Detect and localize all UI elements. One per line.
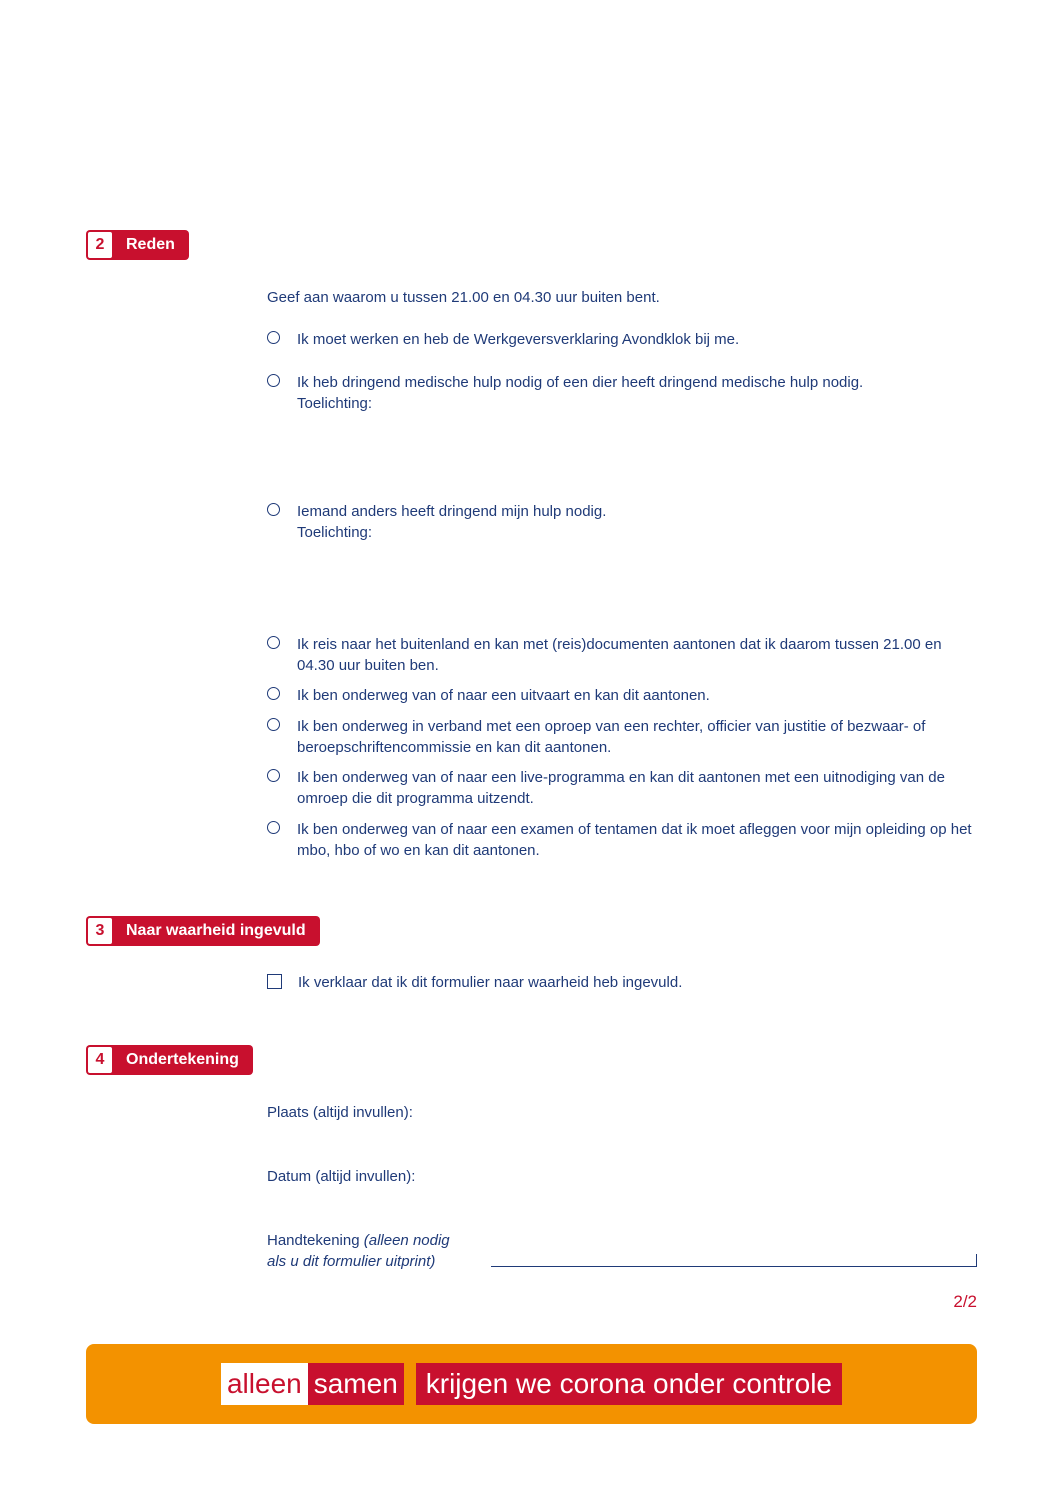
radio-button[interactable] xyxy=(267,374,280,387)
reason-option[interactable] xyxy=(267,634,977,676)
section-number: 3 xyxy=(88,918,112,944)
radio-button[interactable] xyxy=(267,687,280,700)
declaration-checkbox[interactable] xyxy=(267,974,282,989)
explanation-label: Toelichting: xyxy=(297,395,373,412)
reason-option[interactable] xyxy=(267,685,977,706)
section-title: Naar waarheid ingevuld xyxy=(126,922,306,939)
explanation-label: Toelichting: xyxy=(297,524,373,541)
section-header-waarheid xyxy=(86,916,320,946)
slogan-word-alleen: alleen xyxy=(221,1363,308,1405)
section-number: 4 xyxy=(88,1047,112,1073)
declaration-label: Ik verklaar dat ik dit formulier naar waarheid heb ingevuld. xyxy=(298,974,683,991)
slogan-rest: krijgen we corona onder controle xyxy=(416,1363,842,1405)
reason-question: Geef aan waarom u tussen 21.00 en 04.30 uur buiten bent. xyxy=(267,289,660,306)
reason-option[interactable] xyxy=(267,329,977,350)
section-number: 2 xyxy=(88,232,112,258)
signature-field[interactable] xyxy=(491,1266,977,1267)
section-header-reden xyxy=(86,230,189,260)
option-label: Ik ben onderweg in verband met een oproep van een rechter, officier van justitie of bezwaar- of beroepschriftencommissie en kan dit aantonen. xyxy=(297,718,926,756)
campaign-banner xyxy=(86,1344,977,1424)
option-label: Iemand anders heeft dringend mijn hulp nodig. xyxy=(297,503,607,520)
radio-button[interactable] xyxy=(267,331,280,344)
option-label: Ik reis naar het buitenland en kan met (reis)documenten aantonen dat ik daarom tussen 21.00 en 04.30 uur buiten ben. xyxy=(297,636,942,674)
date-label: Datum (altijd invullen): xyxy=(267,1168,416,1185)
reason-option[interactable] xyxy=(267,716,977,758)
option-label: Ik heb dringend medische hulp nodig of een dier heeft dringend medische hulp nodig. xyxy=(297,374,864,391)
signature-note-line2: als u dit formulier uitprint) xyxy=(267,1253,436,1270)
option-label: Ik ben onderweg van of naar een live-programma en kan dit aantonen met een uitnodiging van de omroep die dit programma uitzendt. xyxy=(297,769,945,807)
option-label: Ik ben onderweg van of naar een examen of tentamen dat ik moet afleggen voor mijn opleiding op het mbo, hbo of wo en kan dit aantonen. xyxy=(297,821,972,859)
declaration-option[interactable] xyxy=(267,972,977,993)
option-label: Ik moet werken en heb de Werkgeversverklaring Avondklok bij me. xyxy=(297,331,740,348)
reason-option[interactable] xyxy=(267,819,977,861)
reason-option[interactable] xyxy=(267,767,977,809)
place-label: Plaats (altijd invullen): xyxy=(267,1104,413,1121)
radio-button[interactable] xyxy=(267,503,280,516)
campaign-slogan xyxy=(221,1363,842,1405)
radio-button[interactable] xyxy=(267,769,280,782)
radio-button[interactable] xyxy=(267,718,280,731)
option-label: Ik ben onderweg van of naar een uitvaart en kan dit aantonen. xyxy=(297,687,710,704)
reason-option[interactable] xyxy=(267,372,977,414)
page-number: 2/2 xyxy=(953,1292,977,1311)
section-header-ondertekening xyxy=(86,1045,253,1075)
slogan-word-samen: samen xyxy=(308,1363,404,1405)
signature-label-block xyxy=(267,1230,450,1272)
signature-label: Handtekening xyxy=(267,1232,360,1249)
section-title: Reden xyxy=(126,236,175,253)
signature-note: (alleen nodig xyxy=(363,1232,450,1249)
section-title: Ondertekening xyxy=(126,1051,239,1068)
radio-button[interactable] xyxy=(267,821,280,834)
reason-option[interactable] xyxy=(267,501,977,543)
radio-button[interactable] xyxy=(267,636,280,649)
